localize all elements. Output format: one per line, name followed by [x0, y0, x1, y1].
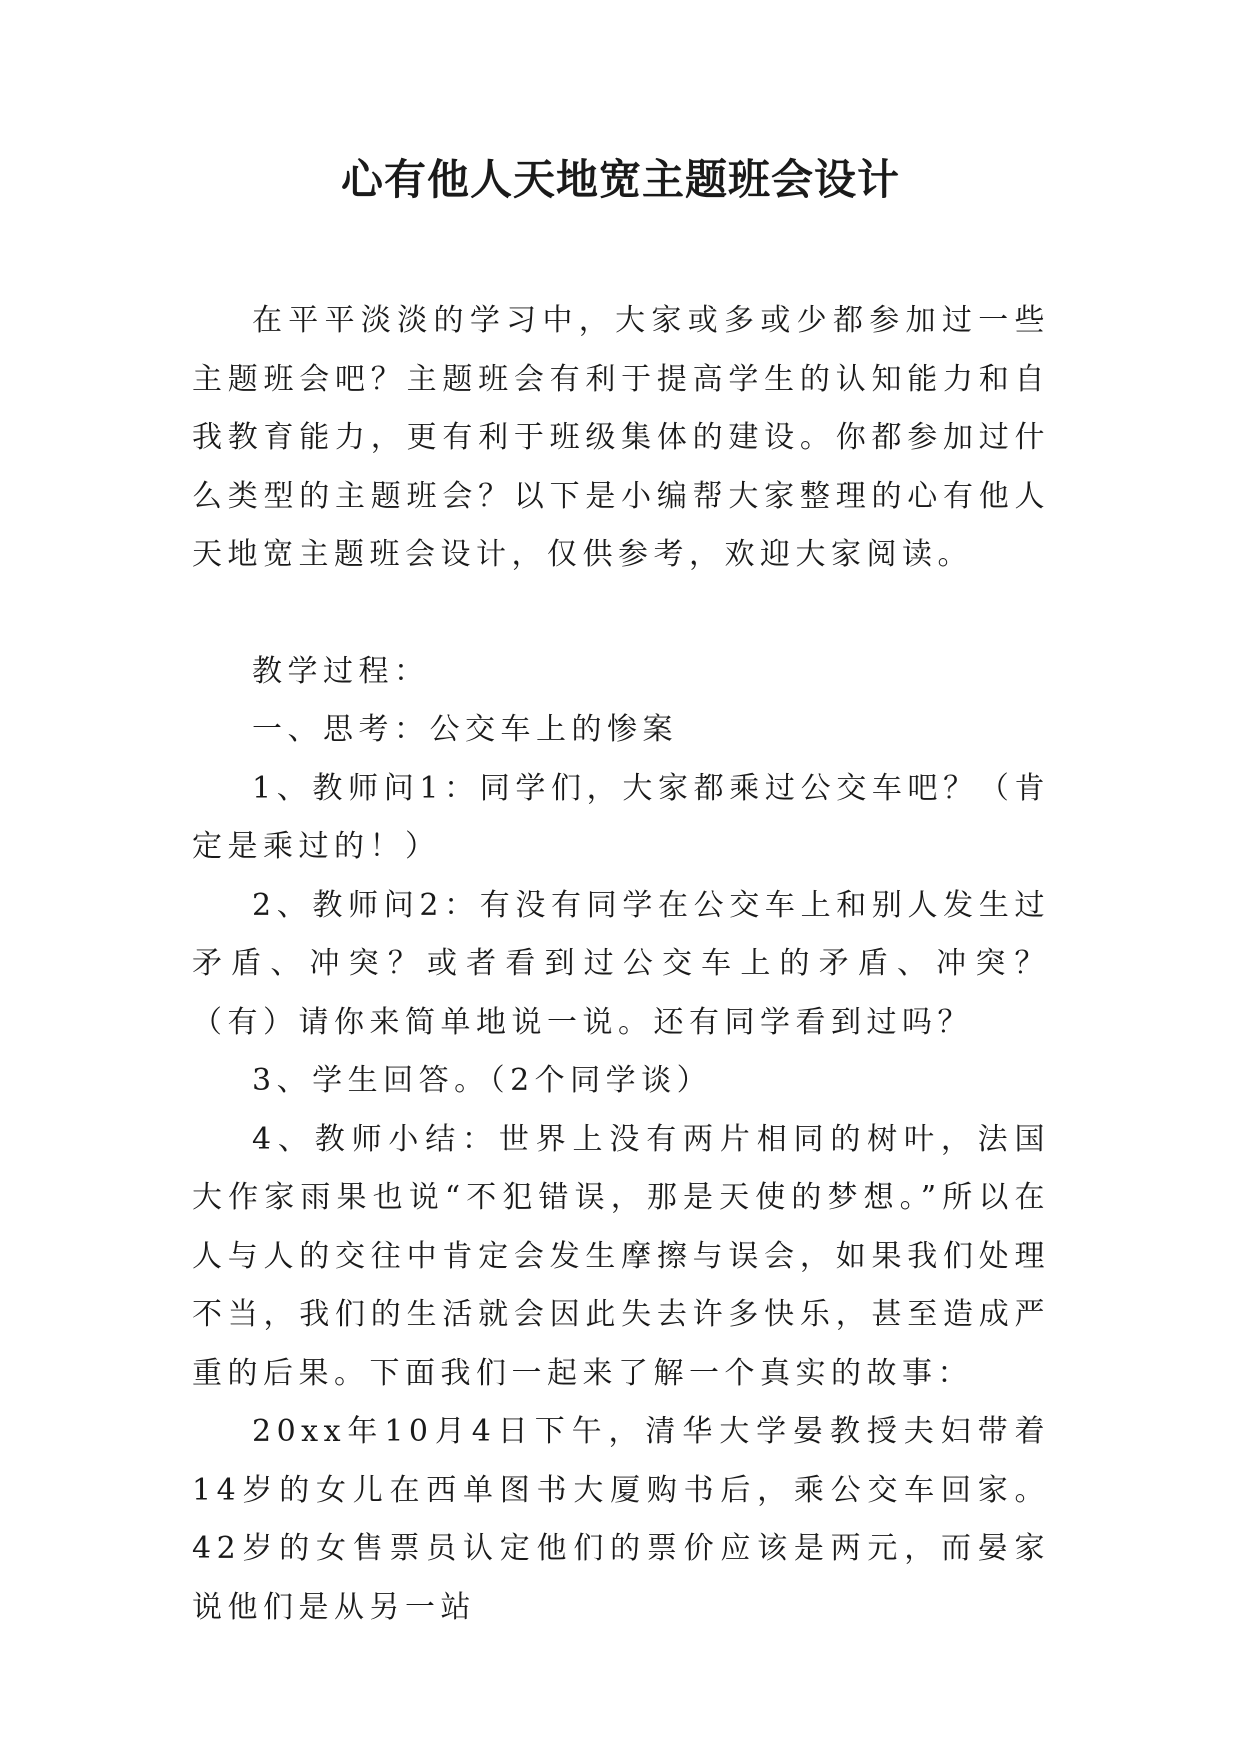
teaching-process-heading: 教学过程： — [252, 653, 430, 689]
document-body — [192, 292, 1050, 1637]
section-heading-1: 一、思考：公交车上的惨案 — [252, 712, 678, 747]
body-paragraph: 4、教师小结：世界上没有两片相同的树叶，法国大作家雨果也说“不犯错误，那是天使的梦想。”所以在人与人的交往中肯定会发生摩擦与误会，如果我们处理不当，我们的生活就会因此失去许多快乐，甚至造成严重的后果。下面我们一起来了解一个真实的故事： — [192, 1121, 1050, 1391]
body-paragraph: 1、教师问1：同学们，大家都乘过公交车吧？（肯定是乘过的！） — [192, 770, 1050, 864]
body-paragraph: 2、教师问2：有没有同学在公交车上和别人发生过矛盾、冲突？或者看到过公交车上的矛盾、冲突？（有）请你来简单地说一说。还有同学看到过吗？ — [192, 887, 1050, 1040]
paragraph-gap — [192, 585, 1050, 643]
body-paragraph: 3、学生回答。（2个同学谈） — [252, 1063, 713, 1098]
intro-paragraph: 在平平淡淡的学习中，大家或多或少都参加过一些主题班会吧？主题班会有利于提高学生的认知能力和自我教育能力，更有利于班级集体的建设。你都参加过什么类型的主题班会？以下是小编帮大家整理的心有他人天地宽主题班会设计，仅供参考，欢迎大家阅读。 — [192, 303, 1050, 572]
body-paragraph: 20xx年10月4日下午，清华大学晏教授夫妇带着14岁的女儿在西单图书大厦购书后，乘公交车回家。42岁的女售票员认定他们的票价应该是两元，而晏家说他们是从另一站 — [192, 1414, 1050, 1625]
document-title: 心有他人天地宽主题班会设计 — [340, 155, 900, 204]
